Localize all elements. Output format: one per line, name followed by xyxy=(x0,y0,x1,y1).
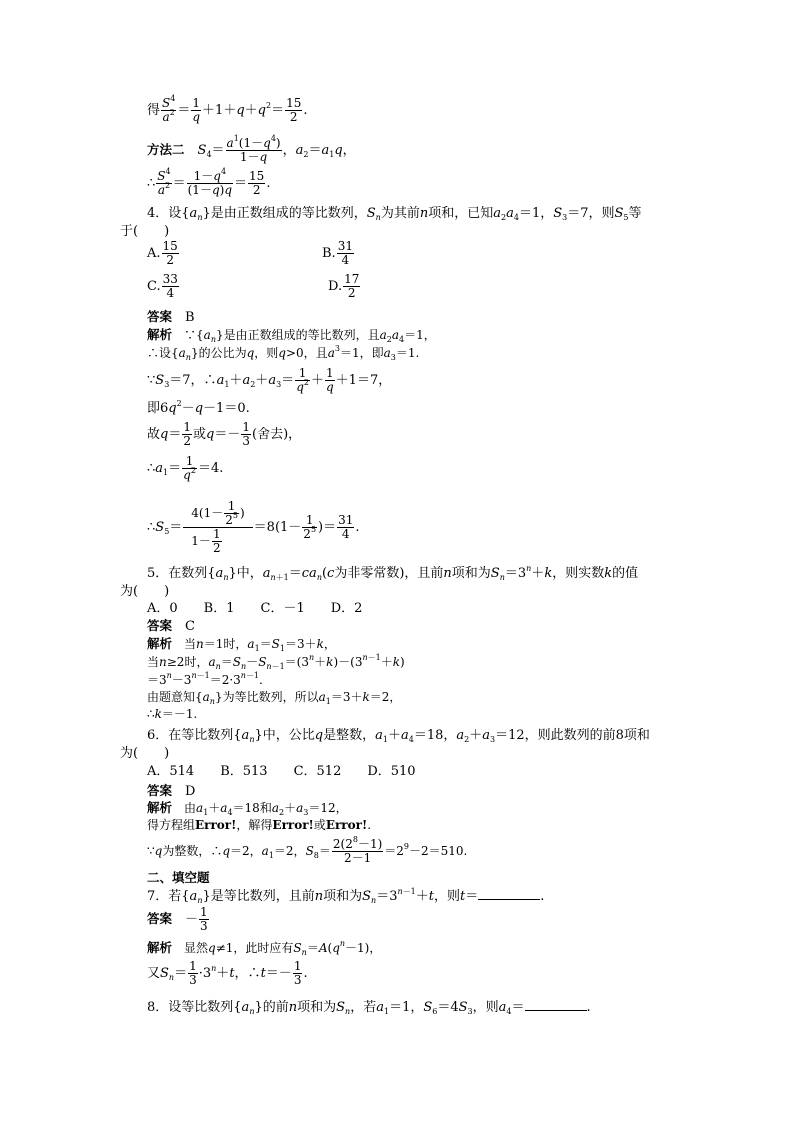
analysis-label: 解析 xyxy=(147,636,173,651)
q5-option-a: A．0 xyxy=(147,601,178,616)
q4-option-d: D. $\frac{17}{2}$ xyxy=(328,272,360,300)
analysis-label: 解析 xyxy=(147,327,173,342)
q4-stem-line2: 于( ) xyxy=(120,224,170,239)
q5-options xyxy=(147,601,362,617)
q5-answer-value: C xyxy=(185,619,195,634)
q6-stem-line2: 为( ) xyxy=(120,746,170,761)
q5-option-b: B．1 xyxy=(203,601,235,616)
q5-analysis-line: 解析 当n＝1时，$a_1=S_1=3+k$， xyxy=(147,636,336,653)
q7-answer: 答案 － $\frac{1}{3}$ xyxy=(147,905,208,933)
q6-analysis-line: 解析 由$a_1+a_4=18$和$a_2+a_3=12$， xyxy=(147,800,348,817)
q5-answer xyxy=(147,618,195,635)
q4-analysis-line: 解析 $\because\{a_n\}$是由正数组成的等比数列，且$a_2a_4=1$， xyxy=(147,327,436,344)
q5-stem-line1: 5．在数列$\{a_n\}$中，$a_{n+1}=ca_n(c$为非零常数)，且前n项和为$S_n=3^n+k$，则实数k的值 xyxy=(147,564,639,582)
q4-analysis-line: ∴设$\{a_n\}$的公比为q，则q>0，且$a^3=1$，即$a_3=1$. xyxy=(147,344,420,362)
q4-analysis-line: $\because S_3=7$，$\therefore a_1+a_2+a_3=$ $\frac{1}{q^2}$ ＋ $\frac{1}{q}$ ＋1＝7， xyxy=(147,366,392,394)
q4-analysis-line: $\therefore S_5=$ 4(1－ $\frac{1}{2^5}$ ) 1－ $\frac{1}{2}$ ＝8(1－ $\frac{1}{2^5}$ )＝ $\frac{31}{4}$ . xyxy=(147,499,360,555)
q6-stem-line1: 6．在等比数列$\{a_n\}$中，公比q是整数，$a_1+a_4=18$，$a_2+a_3=12$，则此数列的前8项和 xyxy=(147,728,650,744)
q5-analysis-line: $=3^n-3^{n-1}=2\cdot 3^{n-1}$. xyxy=(147,671,263,687)
q5-option-d: D．2 xyxy=(330,601,363,616)
error-text: Error! xyxy=(325,818,368,832)
q4-analysis-line: 即$6q^2-q-1=0$. xyxy=(147,399,250,416)
q5-stem-line2: 为( ) xyxy=(120,584,170,599)
q7-stem: 7．若$\{a_n\}$是等比数列，且前n项和为$S_n=3^{n-1}+t$，则t＝ . xyxy=(147,887,545,905)
q6-option-c: C．512 xyxy=(293,764,342,779)
answer-label: 答案 xyxy=(147,911,173,926)
q8-stem: 8．设等比数列$\{a_n\}$的前n项和为$S_n$，若$a_1=1$，$S_6=4S_3$，则$a_4=$ . xyxy=(147,1000,591,1016)
q4-stem-line1: 4．设$\{a_n\}$是由正数组成的等比数列，$S_n$为其前n项和，已知$a_2a_4=1$，$S_3=7$，则$S_5$等 xyxy=(147,206,642,222)
q6-analysis-line: 得方程组Error!，解得Error!或Error!. xyxy=(147,818,372,832)
analysis-label: 解析 xyxy=(147,800,173,815)
error-text: Error! xyxy=(272,818,314,832)
error-text: Error! xyxy=(195,818,237,832)
q6-option-a: A．514 xyxy=(147,764,195,779)
q5-analysis-line: ∴k＝－1. xyxy=(147,707,198,721)
section-heading-fill-in: 二、填空题 xyxy=(147,870,210,885)
q6-option-d: D．510 xyxy=(367,764,416,779)
formula-line: ∴ $\frac{S^4}{a^2}$ ＝ $\frac{1-q^4}{(1-q)q}$ ＝ $\frac{15}{2}$ . xyxy=(147,167,271,197)
answer-label: 答案 xyxy=(147,618,173,633)
q5-option-c: C．－1 xyxy=(260,601,305,616)
q4-answer xyxy=(147,309,195,326)
q5-analysis-line: 由题意知$\{a_n\}$为等比数列，所以$a_1=3+k=2$， xyxy=(147,690,402,706)
q7-analysis-line: 又$S_n=$ $\frac{1}{3}$ $\cdot 3^n+t$，∴t＝－ $\frac{1}{3}$ . xyxy=(147,959,308,987)
q6-answer-value: D xyxy=(185,784,196,799)
q7-blank[interactable] xyxy=(478,887,540,900)
q8-blank[interactable] xyxy=(525,998,587,1011)
q4-option-a: A. $\frac{15}{2}$ xyxy=(147,239,178,267)
formula-line: 得 $\frac{S^4}{a^2}$ ＝ $\frac{1}{q}$ $+1+q+q^2=$ $\frac{15}{2}$ . xyxy=(147,94,308,124)
q6-option-b: B．513 xyxy=(220,764,268,779)
answer-label: 答案 xyxy=(147,309,173,324)
method-two-line: 方法二 $S_4=$ $\frac{a^1(1-q^4)}{1-q}$ ，$a_2=a_1q$， xyxy=(147,134,356,164)
q4-analysis-line: $\therefore a_1=$ $\frac{1}{q^2}$ ＝4. xyxy=(147,454,224,482)
q4-analysis-line: 故q＝ $\frac{1}{2}$ 或q＝－ $\frac{1}{3}$ (舍去)， xyxy=(147,420,302,448)
q4-answer-value: B xyxy=(185,310,195,325)
q6-analysis-line: ∵q为整数，∴q＝2，$a_1=2$，$S_8=$ $\frac{2(2^8-1)}{2-1}$ $=2^9-2=510$. xyxy=(147,835,468,865)
q4-option-c: C. $\frac{33}{4}$ xyxy=(147,272,178,300)
q6-options xyxy=(147,764,416,780)
q4-option-b: B. $\frac{31}{4}$ xyxy=(322,239,353,267)
q7-analysis-line: 解析 显然q≠1，此时应有$S_n=A(q^n-1)$， xyxy=(147,939,382,957)
q6-answer xyxy=(147,783,195,800)
q5-analysis-line: 当n≥2时，$a_n=S_n-S_{n-1}=(3^n+k)-(3^{n-1}+k)$ xyxy=(147,653,405,671)
answer-label: 答案 xyxy=(147,783,173,798)
analysis-label: 解析 xyxy=(147,940,173,955)
method-two-label: 方法二 xyxy=(147,142,185,157)
